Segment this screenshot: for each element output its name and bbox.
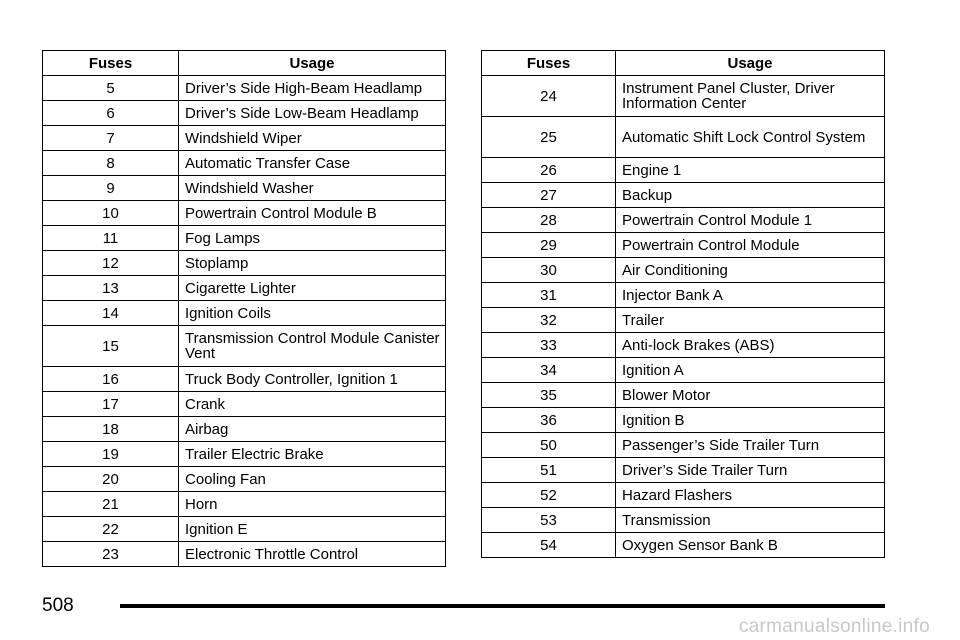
table-header-row bbox=[43, 51, 446, 76]
table-row bbox=[43, 442, 446, 467]
fuse-usage: Instrument Panel Cluster, Driver Information Center bbox=[616, 76, 885, 117]
fuse-number: 15 bbox=[43, 326, 179, 367]
table-row bbox=[43, 201, 446, 226]
fuse-number: 30 bbox=[482, 258, 616, 283]
fuse-table-left bbox=[42, 50, 446, 567]
fuse-number: 19 bbox=[43, 442, 179, 467]
table-row bbox=[43, 251, 446, 276]
fuse-usage: Oxygen Sensor Bank B bbox=[616, 533, 885, 558]
table-row bbox=[43, 226, 446, 251]
fuse-usage: Automatic Shift Lock Control System bbox=[616, 117, 885, 158]
table-row bbox=[482, 117, 885, 158]
fuse-usage: Transmission bbox=[616, 508, 885, 533]
table-row bbox=[482, 383, 885, 408]
table-header-row bbox=[482, 51, 885, 76]
fuse-usage: Passenger’s Side Trailer Turn bbox=[616, 433, 885, 458]
fuse-number: 31 bbox=[482, 283, 616, 308]
fuse-number: 24 bbox=[482, 76, 616, 117]
fuse-number: 26 bbox=[482, 158, 616, 183]
fuse-number: 12 bbox=[43, 251, 179, 276]
column-header-usage: Usage bbox=[179, 51, 446, 76]
table-row bbox=[43, 367, 446, 392]
fuse-number: 8 bbox=[43, 151, 179, 176]
fuse-number: 27 bbox=[482, 183, 616, 208]
table-row bbox=[482, 533, 885, 558]
fuse-usage: Fog Lamps bbox=[179, 226, 446, 251]
table-row bbox=[482, 408, 885, 433]
page-number: 508 bbox=[42, 595, 74, 616]
table-row bbox=[43, 76, 446, 101]
fuse-usage: Stoplamp bbox=[179, 251, 446, 276]
column-header-fuses: Fuses bbox=[482, 51, 616, 76]
table-row bbox=[43, 467, 446, 492]
column-header-usage: Usage bbox=[616, 51, 885, 76]
fuse-usage: Trailer bbox=[616, 308, 885, 333]
fuse-number: 32 bbox=[482, 308, 616, 333]
fuse-table-right bbox=[481, 50, 885, 558]
fuse-usage: Powertrain Control Module 1 bbox=[616, 208, 885, 233]
fuse-number: 50 bbox=[482, 433, 616, 458]
fuse-number: 53 bbox=[482, 508, 616, 533]
fuse-number: 21 bbox=[43, 492, 179, 517]
fuse-usage: Driver’s Side Trailer Turn bbox=[616, 458, 885, 483]
table-row bbox=[43, 417, 446, 442]
fuse-number: 34 bbox=[482, 358, 616, 383]
table-row bbox=[482, 183, 885, 208]
fuse-number: 28 bbox=[482, 208, 616, 233]
footer-rule bbox=[120, 604, 885, 608]
table-row bbox=[43, 126, 446, 151]
table-row bbox=[482, 233, 885, 258]
column-header-fuses: Fuses bbox=[43, 51, 179, 76]
fuse-usage: Automatic Transfer Case bbox=[179, 151, 446, 176]
fuse-number: 16 bbox=[43, 367, 179, 392]
fuse-usage: Windshield Wiper bbox=[179, 126, 446, 151]
fuse-number: 29 bbox=[482, 233, 616, 258]
fuse-number: 22 bbox=[43, 517, 179, 542]
fuse-number: 11 bbox=[43, 226, 179, 251]
table-row bbox=[482, 483, 885, 508]
fuse-number: 9 bbox=[43, 176, 179, 201]
table-row bbox=[43, 542, 446, 567]
fuse-number: 33 bbox=[482, 333, 616, 358]
fuse-usage: Trailer Electric Brake bbox=[179, 442, 446, 467]
table-row bbox=[482, 208, 885, 233]
fuse-number: 54 bbox=[482, 533, 616, 558]
watermark: carmanualsonline.info bbox=[738, 616, 930, 637]
fuse-usage: Windshield Washer bbox=[179, 176, 446, 201]
table-row bbox=[43, 492, 446, 517]
fuse-number: 13 bbox=[43, 276, 179, 301]
fuse-usage: Ignition B bbox=[616, 408, 885, 433]
table-row bbox=[482, 258, 885, 283]
table-row bbox=[43, 101, 446, 126]
table-row bbox=[482, 508, 885, 533]
fuse-number: 18 bbox=[43, 417, 179, 442]
table-row bbox=[482, 158, 885, 183]
fuse-number: 35 bbox=[482, 383, 616, 408]
table-row bbox=[482, 308, 885, 333]
fuse-usage: Anti-lock Brakes (ABS) bbox=[616, 333, 885, 358]
table-row bbox=[482, 283, 885, 308]
fuse-number: 36 bbox=[482, 408, 616, 433]
fuse-usage: Blower Motor bbox=[616, 383, 885, 408]
fuse-usage: Air Conditioning bbox=[616, 258, 885, 283]
fuse-number: 6 bbox=[43, 101, 179, 126]
table-row bbox=[43, 151, 446, 176]
table-row bbox=[43, 517, 446, 542]
fuse-number: 23 bbox=[43, 542, 179, 567]
table-row bbox=[482, 358, 885, 383]
fuse-number: 14 bbox=[43, 301, 179, 326]
table-row bbox=[43, 301, 446, 326]
table-row bbox=[482, 76, 885, 117]
fuse-usage: Horn bbox=[179, 492, 446, 517]
fuse-usage: Powertrain Control Module bbox=[616, 233, 885, 258]
fuse-number: 7 bbox=[43, 126, 179, 151]
fuse-usage: Airbag bbox=[179, 417, 446, 442]
fuse-usage: Electronic Throttle Control bbox=[179, 542, 446, 567]
fuse-usage: Injector Bank A bbox=[616, 283, 885, 308]
fuse-number: 52 bbox=[482, 483, 616, 508]
table-row bbox=[43, 392, 446, 417]
table-row bbox=[482, 458, 885, 483]
fuse-usage: Ignition E bbox=[179, 517, 446, 542]
fuse-usage: Engine 1 bbox=[616, 158, 885, 183]
fuse-usage: Driver’s Side Low-Beam Headlamp bbox=[179, 101, 446, 126]
fuse-number: 20 bbox=[43, 467, 179, 492]
fuse-number: 25 bbox=[482, 117, 616, 158]
fuse-number: 5 bbox=[43, 76, 179, 101]
fuse-number: 17 bbox=[43, 392, 179, 417]
fuse-usage: Cooling Fan bbox=[179, 467, 446, 492]
fuse-number: 10 bbox=[43, 201, 179, 226]
fuse-usage: Cigarette Lighter bbox=[179, 276, 446, 301]
fuse-usage: Truck Body Controller, Ignition 1 bbox=[179, 367, 446, 392]
fuse-usage: Backup bbox=[616, 183, 885, 208]
fuse-usage: Powertrain Control Module B bbox=[179, 201, 446, 226]
table-row bbox=[43, 326, 446, 367]
table-row bbox=[43, 176, 446, 201]
table-row bbox=[482, 433, 885, 458]
fuse-usage: Crank bbox=[179, 392, 446, 417]
fuse-usage: Driver’s Side High-Beam Headlamp bbox=[179, 76, 446, 101]
fuse-usage: Transmission Control Module Canister Vent bbox=[179, 326, 446, 367]
fuse-number: 51 bbox=[482, 458, 616, 483]
table-row bbox=[43, 276, 446, 301]
fuse-usage: Ignition A bbox=[616, 358, 885, 383]
fuse-usage: Hazard Flashers bbox=[616, 483, 885, 508]
fuse-usage: Ignition Coils bbox=[179, 301, 446, 326]
table-row bbox=[482, 333, 885, 358]
